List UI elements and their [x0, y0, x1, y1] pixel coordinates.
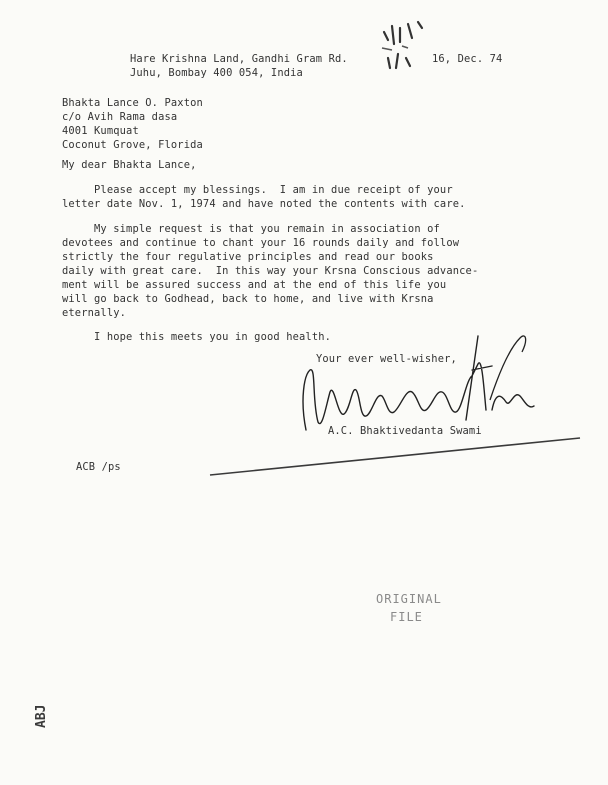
- body-paragraph-line: eternally.: [62, 307, 127, 319]
- signature-line: [208, 430, 588, 480]
- letter-date: 16, Dec. 74: [432, 53, 503, 65]
- salutation: My dear Bhakta Lance,: [62, 159, 197, 171]
- recipient-line: c/o Avih Rama dasa: [62, 111, 178, 123]
- file-stamp-line2: FILE: [390, 610, 423, 624]
- typed-signature-name: A.C. Bhaktivedanta Swami: [328, 425, 482, 437]
- archive-side-code: ABJ: [34, 704, 49, 728]
- body-paragraph-line: will go back to Godhead, back to home, and live with Krsna: [62, 293, 434, 305]
- closing: Your ever well-wisher,: [316, 353, 457, 365]
- typist-initials: ACB /ps: [76, 461, 121, 473]
- body-paragraph-line: My simple request is that you remain in association of: [62, 223, 440, 235]
- body-paragraph-line: Please accept my blessings. I am in due receipt of your: [62, 184, 453, 196]
- body-paragraph-line: daily with great care. In this way your Krsna Conscious advance-: [62, 265, 479, 277]
- body-paragraph-line: strictly the four regulative principles and read our books: [62, 251, 434, 263]
- handwritten-marks-icon: [378, 18, 448, 78]
- body-paragraph-line: ment will be assured success and at the end of this life you: [62, 279, 447, 291]
- sender-address-line2: Juhu, Bombay 400 054, India: [130, 67, 303, 79]
- body-paragraph-line: letter date Nov. 1, 1974 and have noted the contents with care.: [62, 198, 466, 210]
- sender-address-line1: Hare Krishna Land, Gandhi Gram Rd.: [130, 53, 348, 65]
- recipient-line: 4001 Kumquat: [62, 125, 139, 137]
- file-stamp-line1: ORIGINAL: [376, 592, 442, 606]
- recipient-line: Bhakta Lance O. Paxton: [62, 97, 203, 109]
- body-paragraph-line: devotees and continue to chant your 16 rounds daily and follow: [62, 237, 460, 249]
- body-paragraph-line: I hope this meets you in good health.: [62, 331, 332, 343]
- recipient-line: Coconut Grove, Florida: [62, 139, 203, 151]
